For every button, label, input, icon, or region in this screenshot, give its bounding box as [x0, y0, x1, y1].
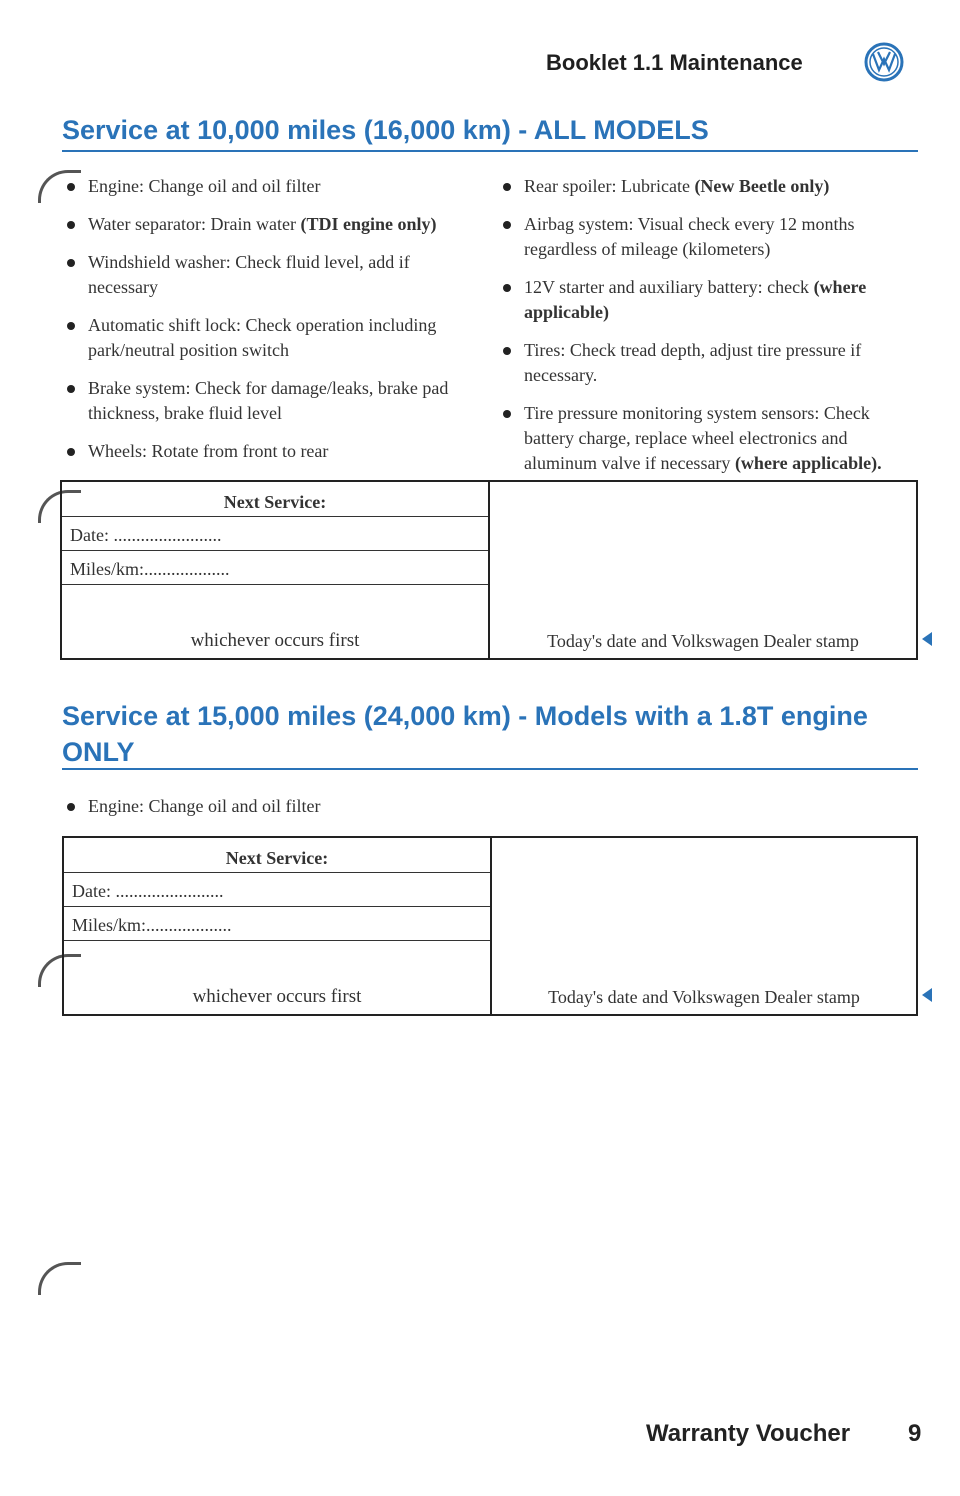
booklet-title: Booklet 1.1 Maintenance	[546, 50, 803, 75]
list-item: Tires: Check tread depth, adjust tire pressure if necessary.	[496, 338, 916, 388]
section2-title-line1: Service at 15,000 miles (24,000 km) - Models with a 1.8T engine	[62, 701, 868, 731]
section2-title	[62, 698, 922, 770]
miles-field[interactable]: Miles/km:...................	[72, 915, 232, 935]
section-end-marker-icon	[922, 988, 932, 1002]
list-item: 12V starter and auxiliary battery: check (where applicable)	[496, 275, 916, 325]
list-item: Water separator: Drain water (TDI engine only)	[60, 212, 478, 237]
section2-title-line2: ONLY	[62, 737, 135, 767]
list-item: Rear spoiler: Lubricate (New Beetle only)	[496, 174, 916, 199]
date-row[interactable]	[64, 872, 490, 907]
next-service-label: Next Service:	[225, 848, 329, 868]
list-item: Airbag system: Visual check every 12 months regardless of mileage (kilometers)	[496, 212, 916, 262]
list-item: Wheels: Rotate from front to rear	[60, 439, 478, 464]
dealer-stamp-area[interactable]: Today's date and Volkswagen Dealer stamp	[548, 987, 860, 1007]
service-record-table	[62, 836, 918, 1016]
binder-mark	[38, 1262, 81, 1295]
next-service-row	[64, 838, 490, 873]
page-footer	[646, 1420, 922, 1448]
section1-right-list	[496, 174, 916, 489]
page-number: 9	[908, 1420, 922, 1447]
service-record-left	[62, 482, 490, 658]
list-item: Tire pressure monitoring system sensors: Check battery charge, replace wheel electronics and aluminum valve if necessary (where applicable).	[496, 401, 916, 476]
section2-list	[60, 794, 478, 832]
service-record-table	[60, 480, 918, 660]
footer-label: Warranty Voucher	[646, 1420, 851, 1447]
date-field[interactable]: Date: ........................	[72, 881, 224, 901]
miles-row[interactable]	[64, 906, 490, 941]
section1-title: Service at 10,000 miles (16,000 km) - ALL MODELS	[62, 115, 709, 145]
section1-left-list	[60, 174, 478, 477]
next-service-label: Next Service:	[223, 492, 327, 512]
page-header	[546, 42, 926, 86]
list-item: Engine: Change oil and oil filter	[60, 794, 478, 819]
miles-field[interactable]: Miles/km:...................	[70, 559, 230, 579]
date-row[interactable]	[62, 516, 488, 551]
next-service-row	[62, 482, 488, 517]
list-item: Automatic shift lock: Check operation including park/neutral position switch	[60, 313, 478, 363]
whichever-note: whichever occurs first	[190, 630, 360, 651]
section2-rule	[62, 768, 918, 770]
section1-rule	[62, 150, 918, 152]
list-item: Engine: Change oil and oil filter	[60, 174, 478, 199]
section-end-marker-icon	[922, 632, 932, 646]
date-field[interactable]: Date: ........................	[70, 525, 222, 545]
whichever-note: whichever occurs first	[192, 986, 362, 1007]
service-record-left	[64, 838, 492, 1014]
list-item: Windshield washer: Check fluid level, add if necessary	[60, 250, 478, 300]
list-item: Brake system: Check for damage/leaks, brake pad thickness, brake fluid level	[60, 376, 478, 426]
vw-logo-icon	[864, 42, 904, 82]
dealer-stamp-area[interactable]: Today's date and Volkswagen Dealer stamp	[547, 631, 859, 651]
miles-row[interactable]	[62, 550, 488, 585]
